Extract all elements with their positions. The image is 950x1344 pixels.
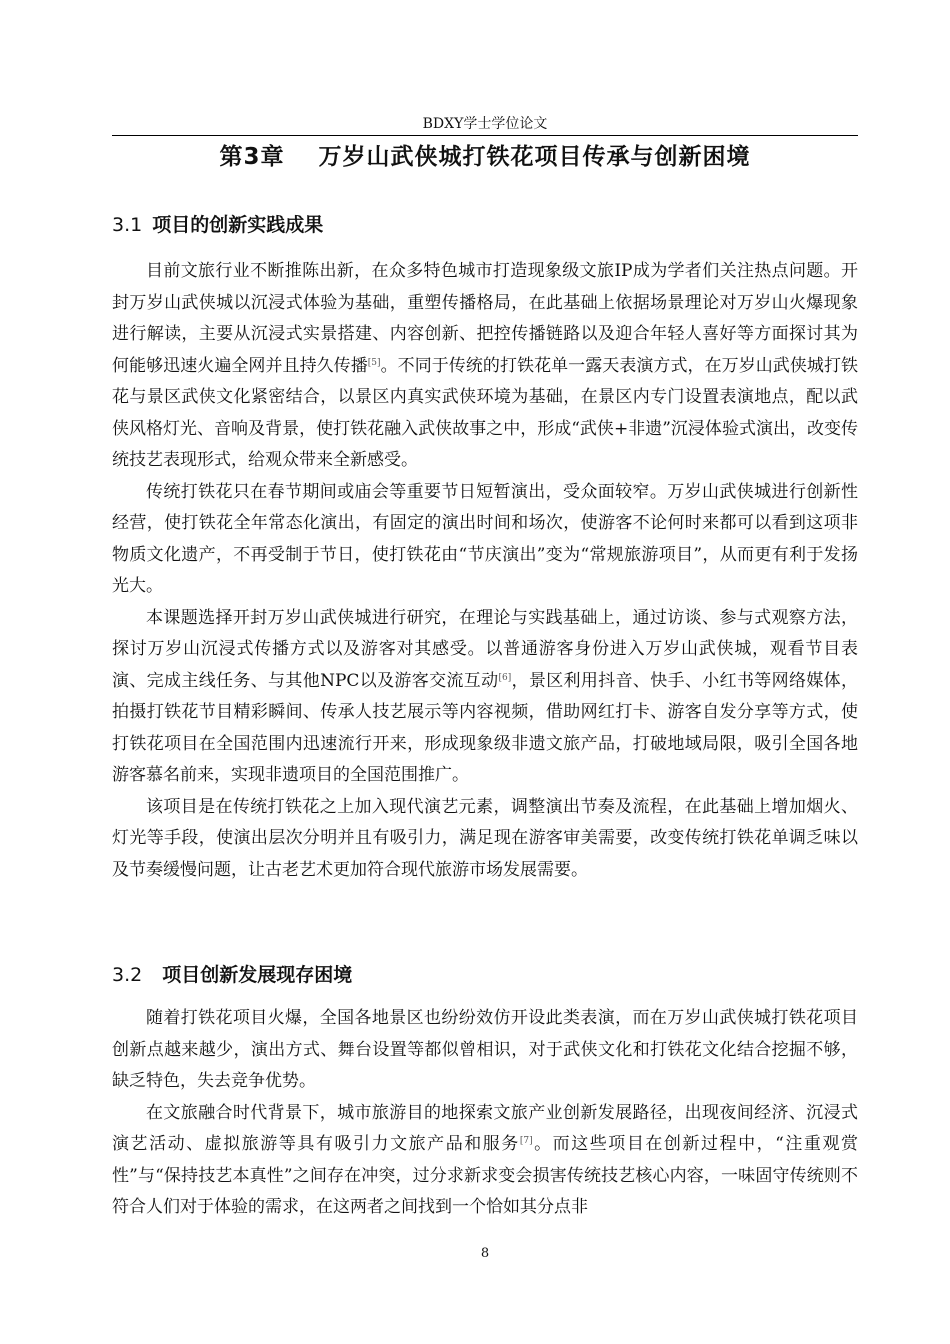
paragraph-text: 本课题选择开封万岁山武侠城进行研究，在理论与实践基础上，通过访谈、参与式观察方法，探讨万岁山沉浸式传播方式以及游客对其感受。以普通游客身份进入万岁山武侠城，观看节目表演、完成主线任务、与其他NPC以及游客交流互动 (112, 607, 858, 691)
chapter-title (112, 141, 858, 173)
paragraph (112, 603, 858, 792)
paragraph: 传统打铁花只在春节期间或庙会等重要节日短暂演出，受众面较窄。万岁山武侠城进行创新性经营，使打铁花全年常态化演出，有固定的演出时间和场次，使游客不论何时来都可以看到这项非物质文化遗产，不再受制于节日，使打铁花由“节庆演出”变为“常规旅游项目”，从而更有利于发扬光大。 (112, 481, 858, 596)
paragraph-text: 目前文旅行业不断推陈出新，在众多特色城市打造现象级文旅IP成为学者们关注热点问题。开封万岁山武侠城以沉浸式体验为基础，重塑传播格局，在此基础上依据场景理论对万岁山火爆现象进行解读，主要从沉浸式实景搭建、内容创新、把控传播链路以及迎合年轻人喜好等方面探讨其为何能够迅速火遍全网并且持久传播 (112, 261, 858, 376)
citation: [7] (519, 1136, 533, 1146)
section-number: 3.1 (112, 214, 143, 236)
section-body (112, 256, 858, 886)
paragraph-text: 。而这些项目在创新过程中，“注重观赏性”与“保持技艺本真性”之间存在冲突，过分求新求变会损害传统技艺核心内容，一味固守传统则不符合人们对于体验的需求，在这两者之间找到一个恰如其分点非 (112, 1134, 858, 1217)
paragraph-text: 在文旅融合时代背景下，城市旅游目的地探索文旅产业创新发展路径，出现夜间经济、沉浸式演艺活动、虚拟旅游等具有吸引力文旅产品和服务 (112, 1102, 858, 1154)
chapter-title-text: 万岁山武侠城打铁花项目传承与创新困境 (318, 144, 751, 170)
page-number: 8 (480, 1246, 490, 1261)
paragraph-text: 。不同于传统的打铁花单一露天表演方式，在万岁山武侠城打铁花与景区武侠文化紧密结合，以景区内真实武侠环境为基础，在景区内专门设置表演地点，配以武侠风格灯光、音响及背景，使打铁花融入武侠故事之中，形成“武侠+非遗”沉浸体验式演出，改变传统技艺表现形式，给观众带来全新感受。 (112, 355, 859, 470)
section-title: 项目的创新实践成果 (152, 214, 324, 236)
citation: [5] (367, 357, 381, 368)
citation: [6] (498, 672, 512, 683)
section-title: 项目创新发展现存困境 (162, 964, 353, 986)
section-body (112, 1003, 858, 1224)
chapter-number: 第3章 (219, 144, 285, 170)
paragraph: 随着打铁花项目火爆，全国各地景区也纷纷效仿开设此类表演，而在万岁山武侠城打铁花项目创新点越来越少，演出方式、舞台设置等都似曾相识，对于武侠文化和打铁花文化结合挖掘不够，缺乏特色，失去竞争优势。 (112, 1008, 858, 1091)
paragraph-text: ，景区利用抖音、快手、小红书等网络媒体，拍摄打铁花节目精彩瞬间、传承人技艺展示等内容视频，借助网红打卡、游客自发分享等方式，使打铁花项目在全国范围内迅速流行开来，形成现象级非遗文旅产品，打破地域局限，吸引全国各地游客慕名前来，实现非遗项目的全国范围推广。 (112, 670, 858, 785)
running-header: BDXY学士学位论文 (422, 116, 548, 132)
section-heading (112, 212, 858, 238)
header-rule (112, 135, 858, 136)
section-heading (112, 962, 858, 988)
section-number: 3.2 (112, 964, 143, 986)
paragraph: 该项目是在传统打铁花之上加入现代演艺元素，调整演出节奏及流程，在此基础上增加烟火、灯光等手段，使演出层次分明并且有吸引力，满足现在游客审美需要，改变传统打铁花单调乏味以及节奏缓慢问题，让古老艺术更加符合现代旅游市场发展需要。 (112, 796, 858, 880)
paragraph (112, 256, 858, 477)
paragraph (112, 1098, 858, 1224)
